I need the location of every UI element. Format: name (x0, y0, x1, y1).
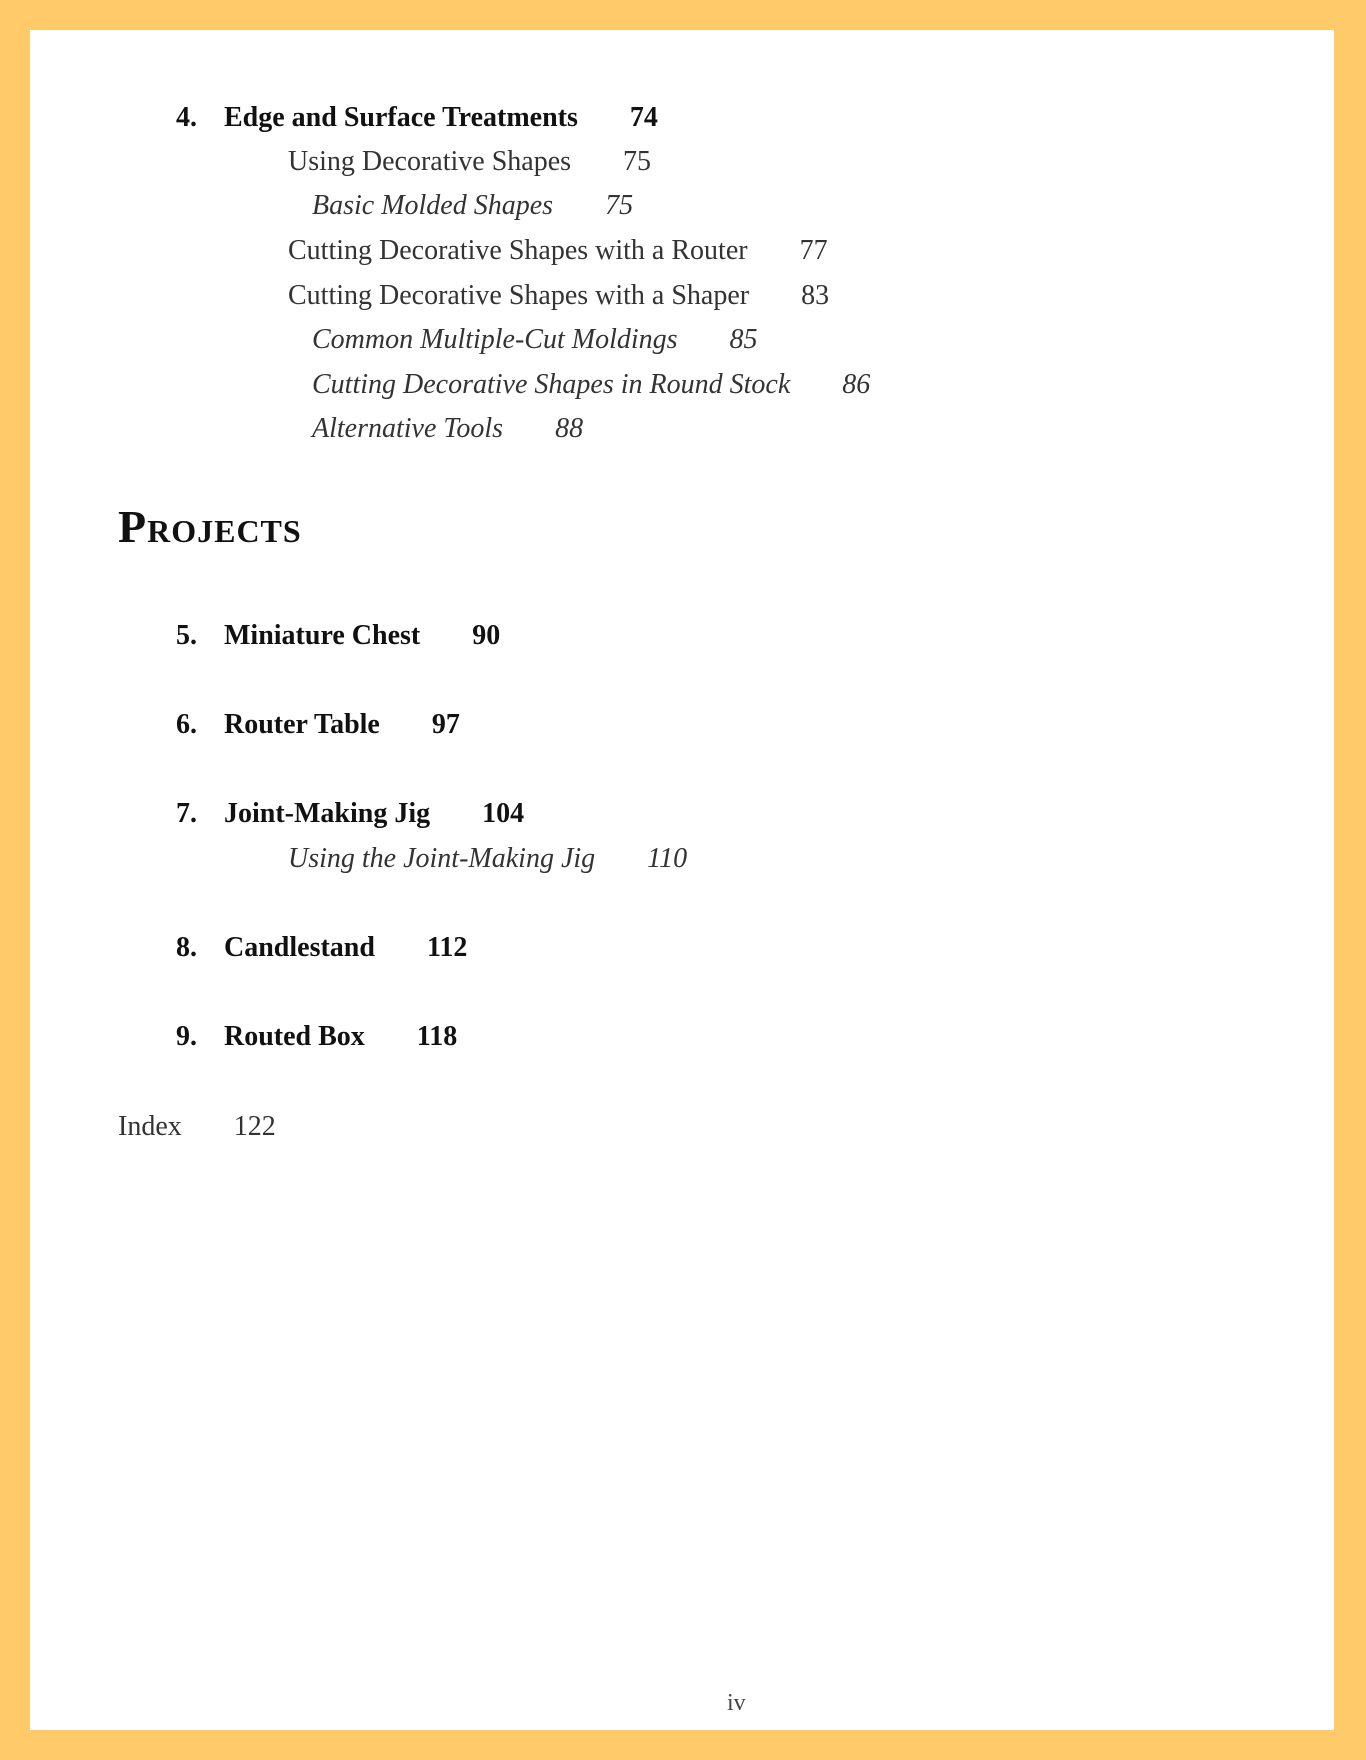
chapter-number: 6. (176, 709, 197, 740)
entry-page: 88 (555, 413, 584, 444)
chapter-number: 4. (176, 102, 197, 133)
toc-entry-using-decorative-shapes[interactable] (288, 146, 651, 178)
chapter-title: Joint-Making Jig (224, 798, 431, 829)
entry-title: Alternative Tools (312, 413, 504, 444)
toc-chapter-4[interactable] (176, 102, 658, 134)
chapter-title: Candlestand (224, 932, 375, 963)
index-page: 122 (233, 1111, 276, 1142)
entry-page: 75 (605, 190, 634, 221)
toc-chapter-5[interactable] (176, 620, 500, 652)
entry-title: Cutting Decorative Shapes with a Shaper (288, 280, 750, 311)
index-title: Index (118, 1111, 182, 1142)
toc-entry-alternative-tools[interactable] (312, 413, 583, 445)
chapter-title: Miniature Chest (224, 620, 421, 651)
toc-entry-multiple-cut-moldings[interactable] (312, 324, 758, 356)
chapter-number: 9. (176, 1021, 197, 1052)
page-folio: iv (727, 1690, 746, 1716)
toc-entry-using-joint-making-jig[interactable] (288, 843, 687, 875)
entry-page: 77 (799, 235, 828, 266)
toc-index[interactable] (118, 1111, 276, 1143)
entry-title: Cutting Decorative Shapes in Round Stock (312, 369, 791, 400)
chapter-page: 104 (482, 798, 525, 829)
chapter-page: 118 (416, 1021, 458, 1052)
chapter-title: Routed Box (224, 1021, 365, 1052)
toc-chapter-8[interactable] (176, 932, 467, 964)
entry-title: Using Decorative Shapes (288, 146, 572, 177)
entry-page: 110 (647, 843, 688, 874)
document-page (30, 30, 1334, 1730)
entry-page: 75 (623, 146, 652, 177)
toc-entry-cutting-router[interactable] (288, 235, 828, 267)
entry-page: 86 (842, 369, 871, 400)
toc-entry-basic-molded-shapes[interactable] (312, 190, 633, 222)
chapter-title: Edge and Surface Treatments (224, 102, 578, 133)
chapter-page: 74 (629, 102, 658, 133)
toc-chapter-7[interactable] (176, 798, 524, 830)
toc-entry-round-stock[interactable] (312, 369, 870, 401)
chapter-page: 90 (472, 620, 501, 651)
chapter-number: 8. (176, 932, 197, 963)
entry-title: Basic Molded Shapes (312, 190, 554, 221)
entry-title: Cutting Decorative Shapes with a Router (288, 235, 748, 266)
entry-page: 83 (801, 280, 830, 311)
chapter-page: 97 (431, 709, 460, 740)
chapter-number: 7. (176, 798, 197, 829)
toc-chapter-6[interactable] (176, 709, 460, 741)
chapter-page: 112 (426, 932, 468, 963)
entry-title: Using the Joint-Making Jig (288, 843, 596, 874)
entry-page: 85 (729, 324, 758, 355)
toc-entry-cutting-shaper[interactable] (288, 280, 829, 312)
chapter-title: Router Table (224, 709, 380, 740)
section-title-projects: Projects (118, 501, 302, 552)
toc-chapter-9[interactable] (176, 1021, 457, 1053)
entry-title: Common Multiple-Cut Moldings (312, 324, 678, 355)
chapter-number: 5. (176, 620, 197, 651)
